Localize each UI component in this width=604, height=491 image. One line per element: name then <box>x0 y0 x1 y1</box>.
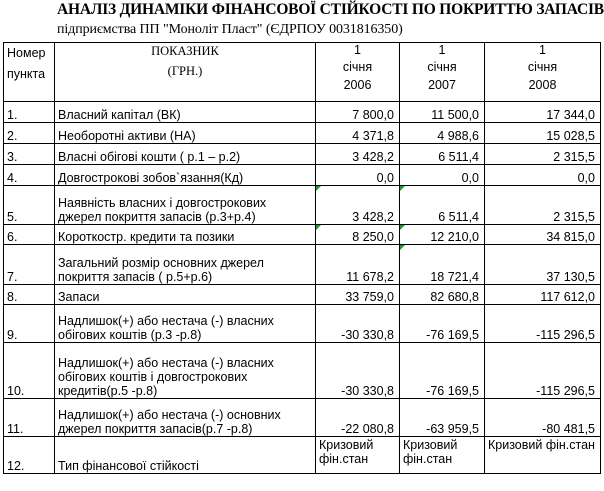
header-row <box>4 43 601 102</box>
header-day: 1 <box>539 43 546 57</box>
table-row <box>4 343 601 399</box>
row-indicator: Запаси <box>55 285 316 305</box>
document-title: АНАЛІЗ ДИНАМІКИ ФІНАНСОВОЇ СТІЙКОСТІ ПО ПОКРИТТЮ ЗАПАСІВ <box>57 1 604 18</box>
table-row <box>4 225 601 245</box>
row-number: 3. <box>4 144 55 165</box>
row-value-2006: -30 330,8 <box>316 343 400 399</box>
header-indicator-line2: (ГРН.) <box>167 64 203 78</box>
row-number: 1. <box>4 102 55 123</box>
header-date-2007 <box>400 43 485 102</box>
row-value-2006: -30 330,8 <box>316 305 400 343</box>
row-indicator: Надлишок(+) або нестача (-) основних джерел покриття запасів(р.7 -р.8) <box>55 399 316 437</box>
header-year: 2006 <box>343 78 372 92</box>
table-row <box>4 399 601 437</box>
table-row <box>4 285 601 305</box>
row-value-2008: 37 130,5 <box>485 245 601 285</box>
document-subtitle: підприємства ПП "Моноліт Пласт" (ЄДРПОУ 0031816350) <box>57 22 403 37</box>
row-value-2006: 33 759,0 <box>316 285 400 305</box>
row-value-2007: 6 511,4 <box>400 144 485 165</box>
header-date-2008 <box>485 43 601 102</box>
table-row <box>4 165 601 186</box>
table-row <box>4 144 601 165</box>
row-indicator: Загальний розмір основних джерел покриття запасів ( р.5+р.6) <box>55 245 316 285</box>
row-value-2007: 18 721,4 <box>400 245 485 285</box>
row-number: 2. <box>4 123 55 144</box>
row-indicator: Короткостр. кредити та позики <box>55 225 316 245</box>
header-indicator-cell <box>55 43 316 102</box>
header-num-line2: пункта <box>7 67 46 81</box>
row-indicator: Власний капітал (ВК) <box>55 102 316 123</box>
row-number: 5. <box>4 186 55 225</box>
header-year: 2007 <box>428 78 456 92</box>
row-number: 10. <box>4 343 55 399</box>
header-num-cell <box>4 43 55 102</box>
table-row <box>4 245 601 285</box>
row-value-2008: -115 296,5 <box>485 343 601 399</box>
row-value-2006: 11 678,2 <box>316 245 400 285</box>
row-value-2006: 3 428,2 <box>316 186 400 225</box>
row-indicator: Надлишок(+) або нестача (-) власних обігових коштів (р.3 -р.8) <box>55 305 316 343</box>
row-indicator: Надлишок(+) або нестача (-) власних обігових коштів і довгострокових кредитів(р.5 -р.8) <box>55 343 316 399</box>
row-value-2007: 11 500,0 <box>400 102 485 123</box>
row-value-2008: 2 315,5 <box>485 144 601 165</box>
row-number: 9. <box>4 305 55 343</box>
row-value-2008: 34 815,0 <box>485 225 601 245</box>
row-indicator: Довгострокові зобов`язання(Кд) <box>55 165 316 186</box>
row-number: 6. <box>4 225 55 245</box>
table-row <box>4 102 601 123</box>
type-row <box>4 437 601 474</box>
row-value-2008: 2 315,5 <box>485 186 601 225</box>
table-row <box>4 186 601 225</box>
row-number: 11. <box>4 399 55 437</box>
header-day: 1 <box>438 43 446 57</box>
row-value-2008: -80 481,5 <box>485 399 601 437</box>
row-value-2007: 0,0 <box>400 165 485 186</box>
row-value-2007: -63 959,5 <box>400 399 485 437</box>
header-month: січня <box>342 60 373 74</box>
row-value-2007: 12 210,0 <box>400 225 485 245</box>
stability-type-2007: Кризовий фін.стан <box>400 437 485 474</box>
row-indicator: Необоротні активи (НА) <box>55 123 316 144</box>
table-row <box>4 123 601 144</box>
table-row <box>4 305 601 343</box>
row-value-2006: -22 080,8 <box>316 399 400 437</box>
row-value-2008: 17 344,0 <box>485 102 601 123</box>
row-value-2008: -115 296,5 <box>485 305 601 343</box>
row-value-2008: 0,0 <box>485 165 601 186</box>
row-number: 12. <box>4 437 55 474</box>
row-value-2007: 4 988,6 <box>400 123 485 144</box>
row-indicator: Власні обігові кошти ( р.1 – р.2) <box>55 144 316 165</box>
row-number: 7. <box>4 245 55 285</box>
header-month: січня <box>427 60 457 74</box>
row-value-2006: 7 800,0 <box>316 102 400 123</box>
row-value-2006: 0,0 <box>316 165 400 186</box>
row-value-2006: 8 250,0 <box>316 225 400 245</box>
row-value-2008: 117 612,0 <box>485 285 601 305</box>
row-indicator: Наявність власних і довгострокових джерел покриття запасів (р.3+р.4) <box>55 186 316 225</box>
row-value-2007: 6 511,4 <box>400 186 485 225</box>
stability-type-2008: Кризовий фін.стан <box>485 437 601 474</box>
row-value-2007: -76 169,5 <box>400 343 485 399</box>
stability-type-2006: Кризовий фін.стан <box>316 437 400 474</box>
row-value-2008: 15 028,5 <box>485 123 601 144</box>
row-indicator: Тип фінансової стійкості <box>55 437 316 474</box>
header-day: 1 <box>354 43 361 57</box>
row-number: 4. <box>4 165 55 186</box>
header-num-line1: Номер <box>7 46 46 60</box>
row-value-2006: 4 371,8 <box>316 123 400 144</box>
stability-table <box>3 42 601 474</box>
header-indicator-line1: ПОКАЗНИК <box>151 44 219 58</box>
header-year: 2008 <box>528 78 557 92</box>
row-value-2007: -76 169,5 <box>400 305 485 343</box>
row-value-2007: 82 680,8 <box>400 285 485 305</box>
row-number: 8. <box>4 285 55 305</box>
header-month: січня <box>527 60 558 74</box>
header-date-2006 <box>316 43 400 102</box>
row-value-2006: 3 428,2 <box>316 144 400 165</box>
